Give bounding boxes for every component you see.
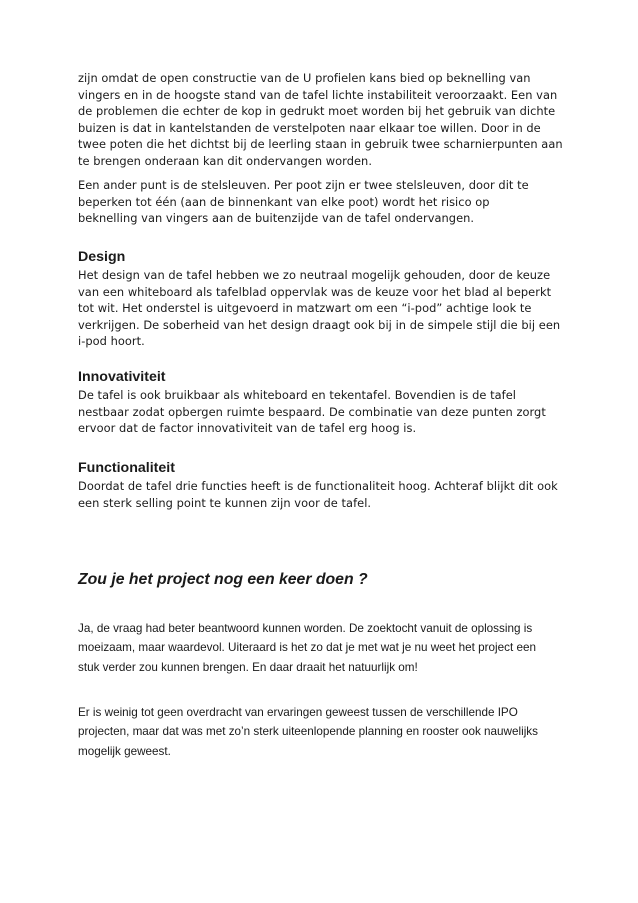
innovation-heading: Innovativiteit (78, 369, 166, 385)
design-paragraph: Het design van de tafel hebben we zo neutraal mogelijk gehouden, door de keuze van een whiteboard als tafelblad oppervlak was de keuze voor het blad al beperkt tot wit. Het onderstel is uitgevoerd in matzwart om een “i-pod” achtige look te verkrijgen. De soberheid van het design draagt ook bij in de simpele stijl die bij een i-pod hoort. (78, 268, 561, 349)
intro-paragraph-2: Een ander punt is de stelsleuven. Per poot zijn er twee stelsleuven, door dit te beperken tot één (aan de binnenkant van elke poot) wordt het risico op beknelling van vingers aan de buitenzijde van de tafel ondervangen. (78, 178, 529, 226)
functionality-paragraph: Doordat de tafel drie functies heeft is de functionaliteit hoog. Achteraf blijkt dit ook een sterk selling point te kunnen zijn voor de tafel. (78, 479, 558, 510)
intro-paragraph-1: zijn omdat de open constructie van de U profielen kans bied op beknelling van vingers en in de hoogste stand van de tafel lichte instabiliteit veroorzaakt. Een van de problemen die echter de kop in gedrukt moet worden bij het gebruik van dichte buizen is dat in kantelstanden de verstelpoten naar elkaar toe willen. Door in de twee poten die het dichtst bij de leerling staan in gebruik twee scharnierpunten aan te brengen onderaan kan dit ondervangen worden. (78, 71, 563, 168)
design-heading: Design (78, 249, 126, 265)
functionality-heading: Functionaliteit (78, 460, 175, 476)
innovation-paragraph: De tafel is ook bruikbaar als whiteboard en tekentafel. Bovendien is de tafel nestbaar zodat opbergen ruimte bespaard. De combinatie van deze punten zorgt ervoor dat de factor innovativiteit van de tafel erg hoog is. (78, 388, 546, 436)
project-paragraph-2: Er is weinig tot geen overdracht van ervaringen geweest tussen de verschillende IPO projecten, maar dat was met zo’n sterk uiteenlopende planning en rooster ook nauwelijks mogelijk geweest. (78, 706, 538, 758)
project-heading: Zou je het project nog een keer doen ? (78, 571, 368, 588)
project-paragraph-1: Ja, de vraag had beter beantwoord kunnen worden. De zoektocht vanuit de oplossing is moeizaam, maar waardevol. Uiteraard is het zo dat je met wat je nu weet het project een stuk verder zou kunnen brengen. En daar draait het natuurlijk om! (78, 622, 536, 674)
